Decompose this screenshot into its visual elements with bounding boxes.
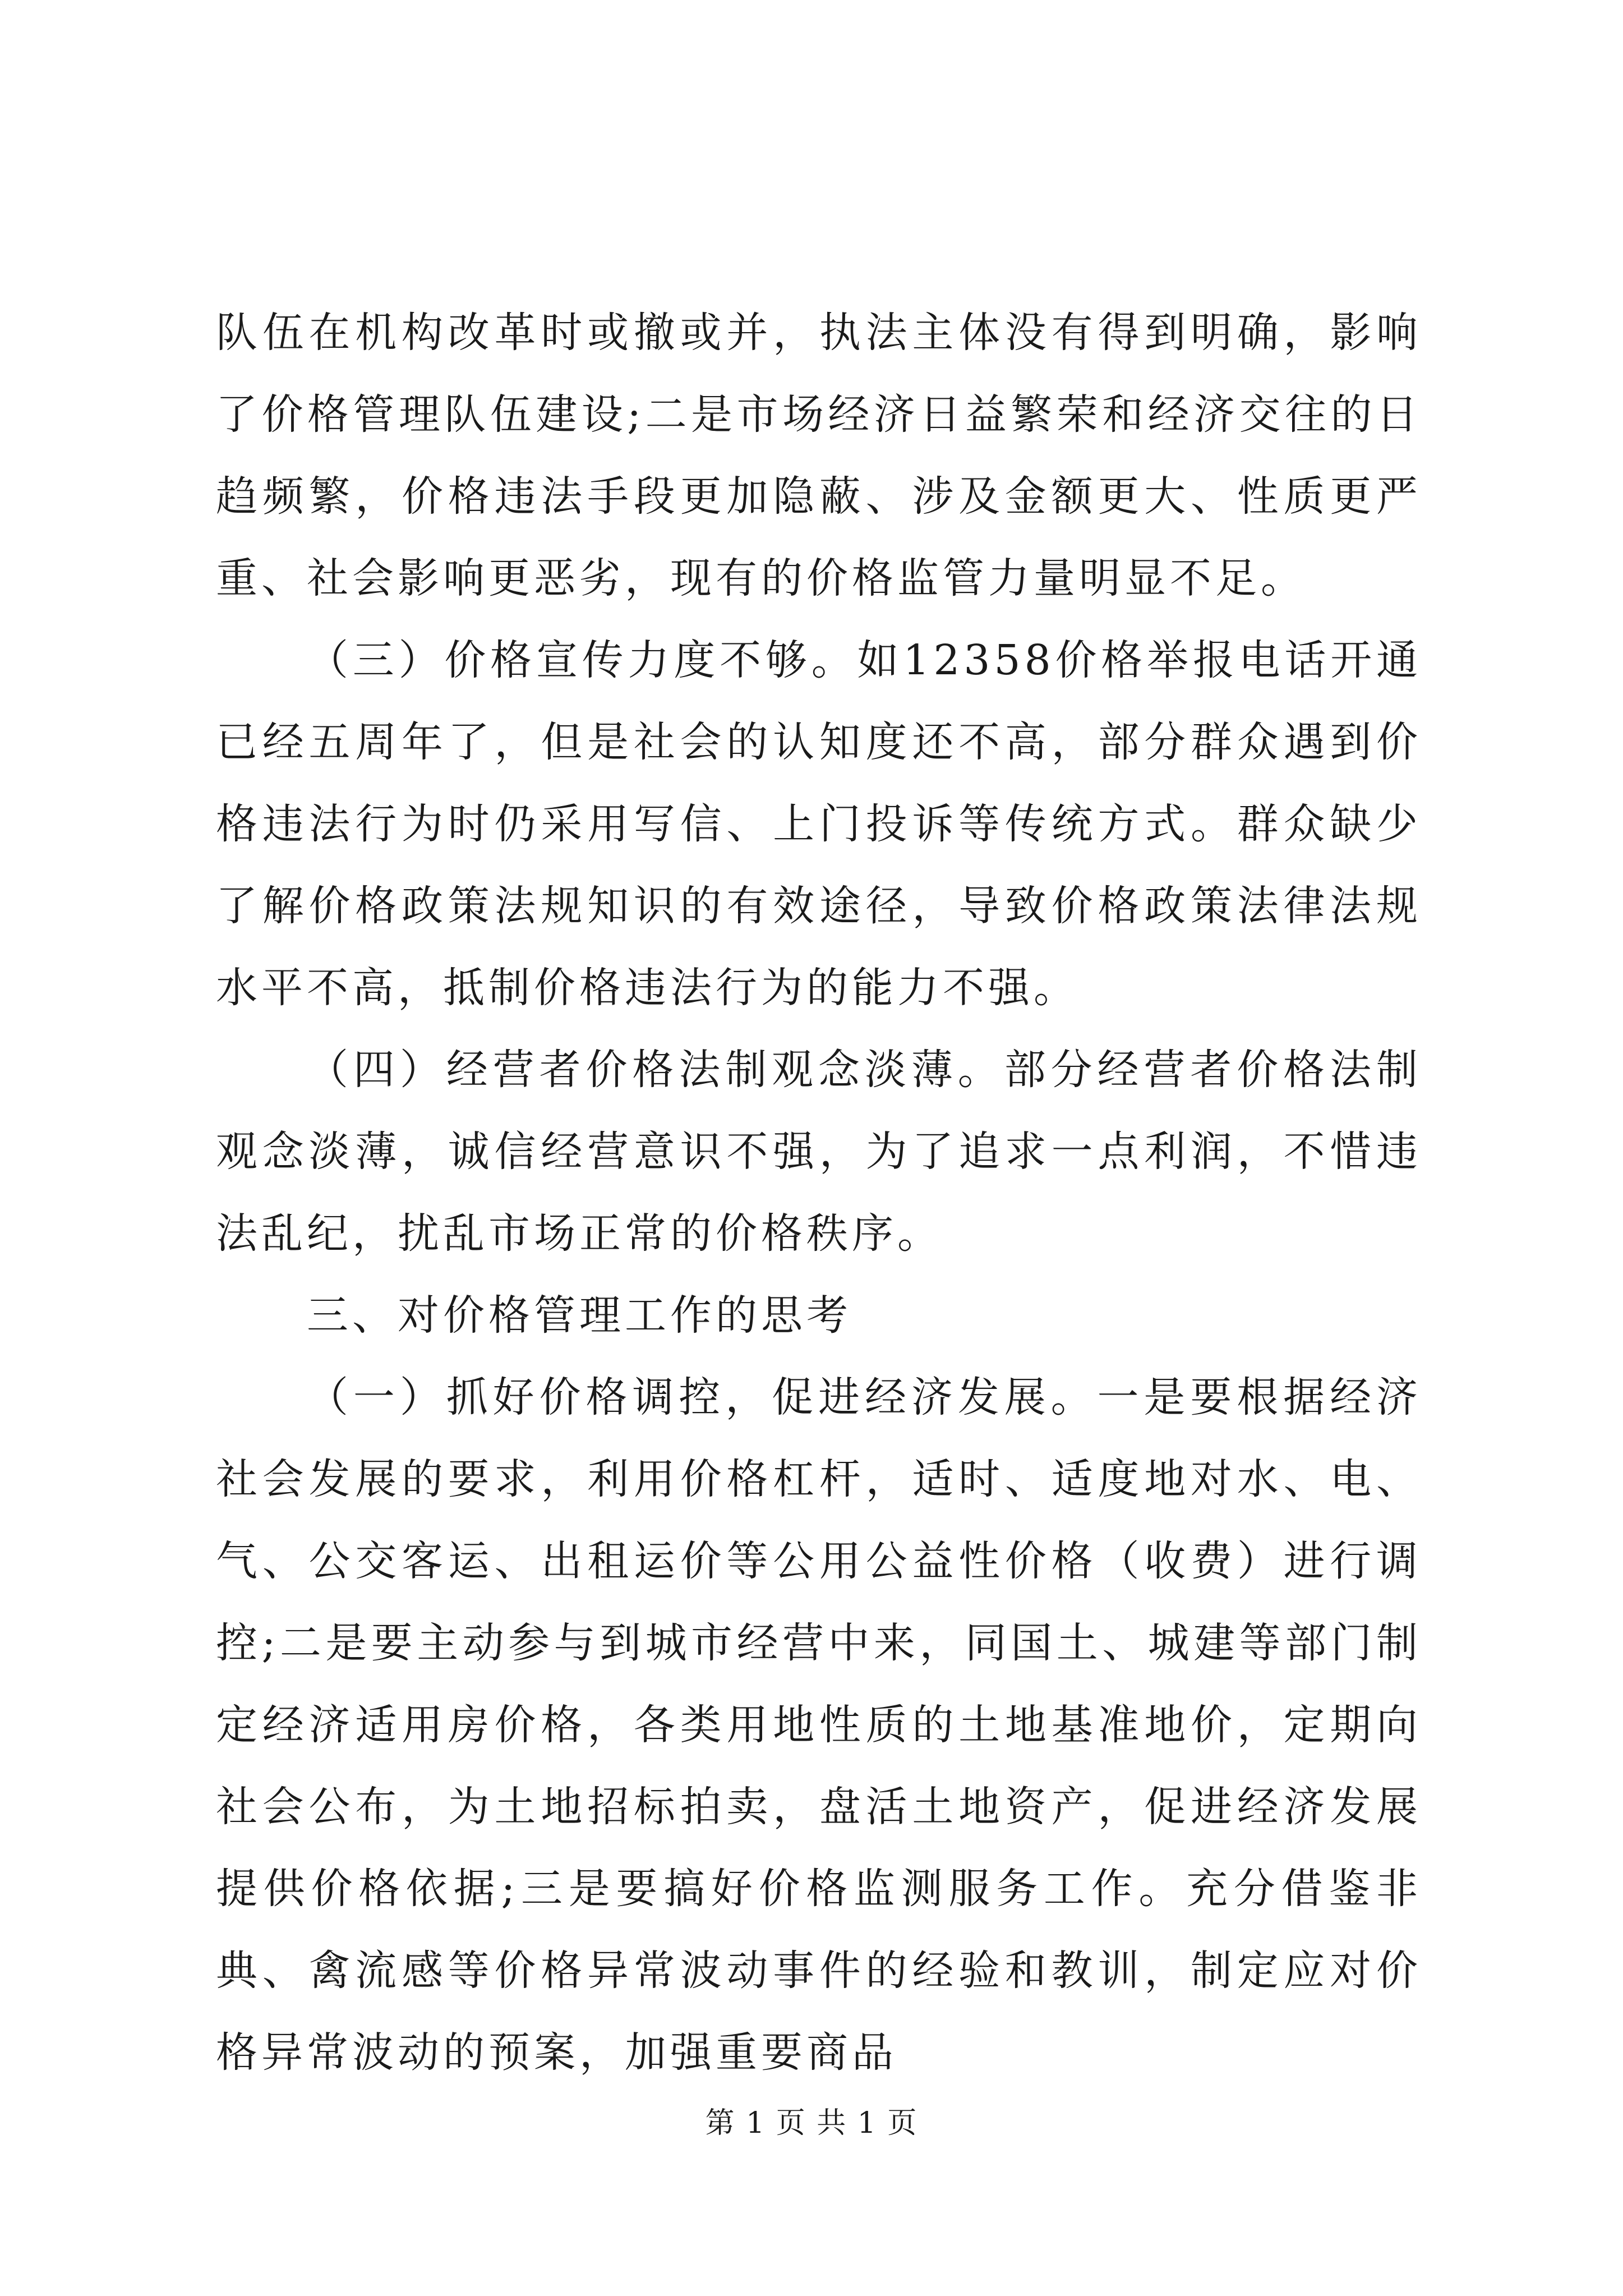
paragraph-continuation: 队伍在机构改革时或撤或并，执法主体没有得到明确，影响了价格管理队伍建设;二是市场经济日益繁荣和经济交往的日趋频繁，价格违法手段更加隐蔽、涉及金额更大、性质更严重、社会影响更恶劣，现有的价格监管力量明显不足。 <box>216 309 1422 602</box>
paragraph-operator-awareness: （四）经营者价格法制观念淡薄。部分经营者价格法制观念淡薄，诚信经营意识不强，为了追求一点利润，不惜违法乱纪，扰乱市场正常的价格秩序。 <box>216 1046 1422 1258</box>
paragraph-price-publicity: （三）价格宣传力度不够。如12358价格举报电话开通已经五周年了，但是社会的认知度还不高，部分群众遇到价格违法行为时仍采用写信、上门投诉等传统方式。群众缺少了解价格政策法规知识的有效途径，导致价格政策法律法规水平不高，抵制价格违法行为的能力不强。 <box>216 636 1422 1012</box>
document-body <box>216 292 1422 2093</box>
page-footer: 第 1 页 共 1 页 <box>705 2106 918 2140</box>
paragraph-price-regulation: （一）抓好价格调控，促进经济发展。一是要根据经济社会发展的要求，利用价格杠杆，适时、适度地对水、电、气、公交客运、出租运价等公用公益性价格（收费）进行调控;二是要主动参与到城市经营中来，同国土、城建等部门制定经济适用房价格，各类用地性质的土地基准地价，定期向社会公布，为土地招标拍卖，盘活土地资产，促进经济发展提供价格依据;三是要搞好价格监测服务工作。充分借鉴非典、禽流感等价格异常波动事件的经验和教训，制定应对价格异常波动的预案，加强重要商品 <box>216 1373 1422 2077</box>
section-heading-thoughts: 三、对价格管理工作的思考 <box>307 1291 852 1340</box>
